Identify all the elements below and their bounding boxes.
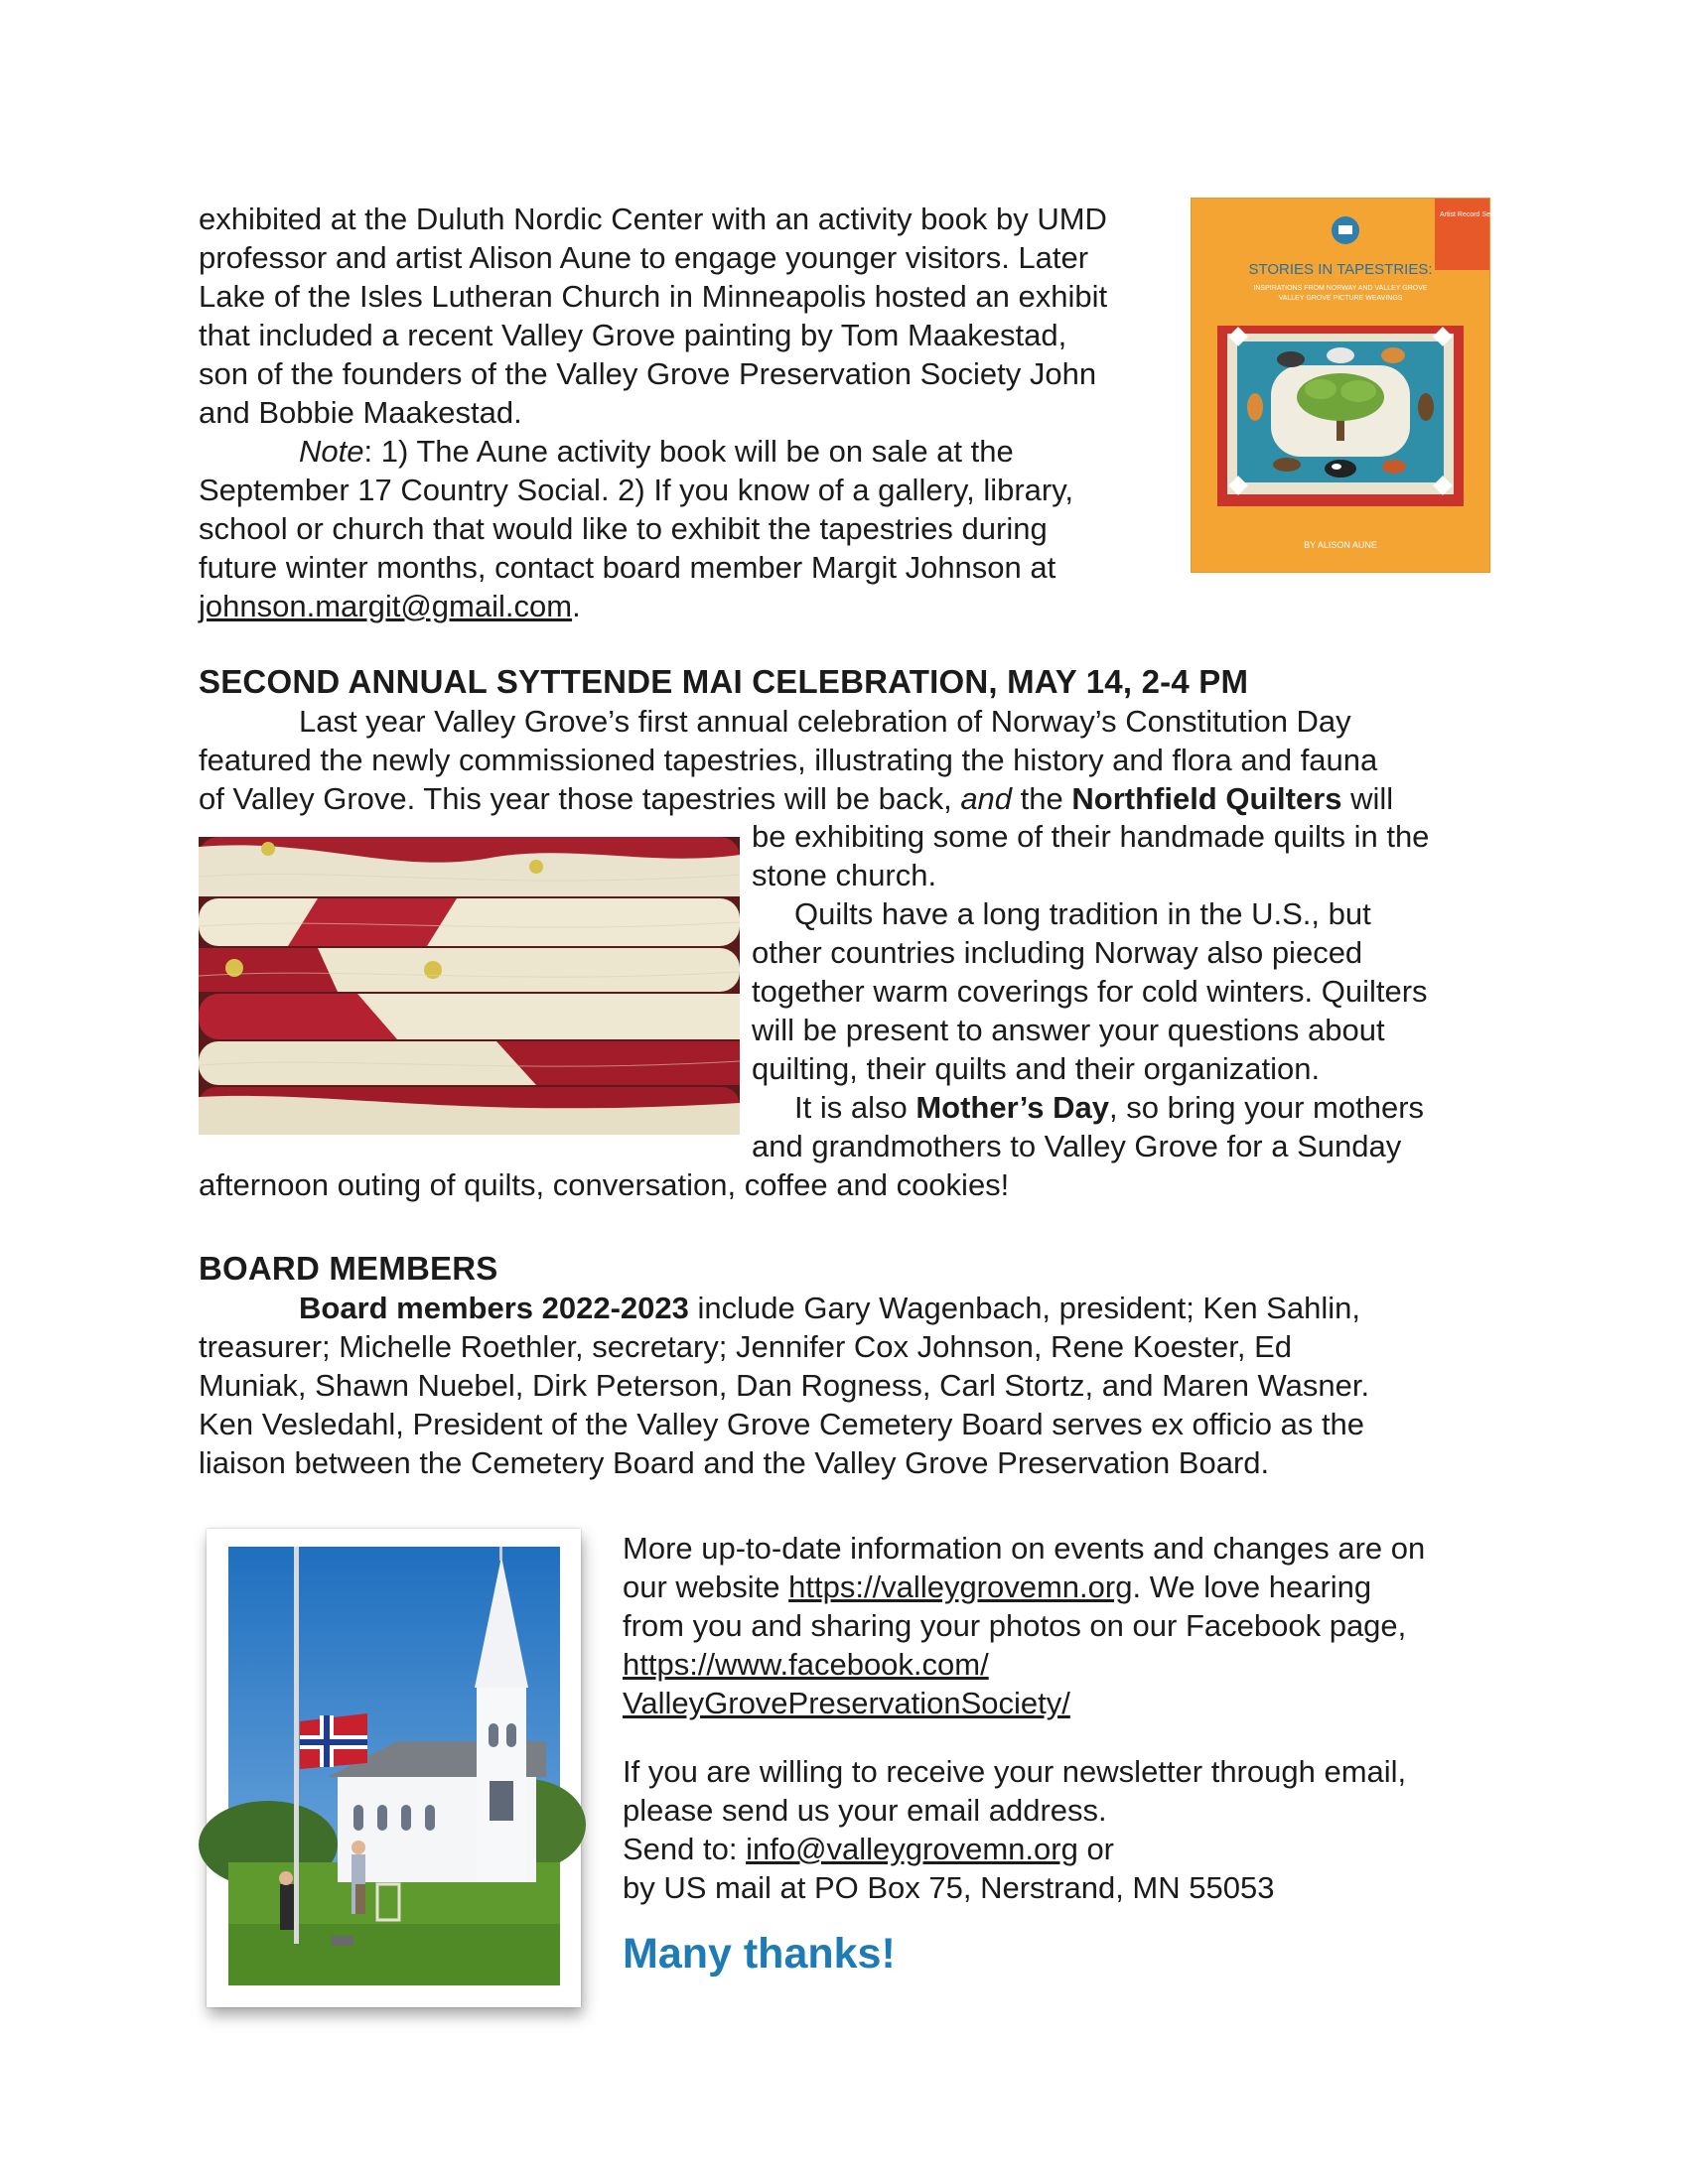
quilts-photo bbox=[199, 837, 740, 1135]
text-span: . We love hearing bbox=[1132, 1570, 1372, 1604]
church-photo bbox=[228, 1547, 560, 1985]
animal-icon bbox=[1327, 347, 1354, 363]
text-line: If you are willing to receive your newsletter through email, bbox=[623, 1754, 1407, 1789]
flagpole bbox=[294, 1547, 299, 1944]
text-line: September 17 Country Social. 2) If you know of a gallery, library, bbox=[199, 473, 1074, 507]
text-span: include Gary Wagenbach, president; Ken Sahlin, bbox=[688, 1291, 1360, 1325]
animal-icon bbox=[1382, 460, 1406, 474]
text-span: , so bring your mothers bbox=[1109, 1090, 1425, 1125]
text-line: and grandmothers to Valley Grove for a Sunday bbox=[752, 1129, 1402, 1163]
church-photo-frame bbox=[207, 1529, 581, 2007]
text-line: please send us your email address. bbox=[623, 1793, 1107, 1828]
many-thanks: Many thanks! bbox=[623, 1930, 896, 1978]
text-line: that included a recent Valley Grove painting by Tom Maakestad, bbox=[199, 318, 1067, 352]
email-line bbox=[199, 587, 1192, 625]
text-span: . bbox=[572, 589, 581, 623]
note-label: Note bbox=[299, 434, 364, 469]
text-line: afternoon outing of quilts, conversation, coffee and cookies! bbox=[199, 1167, 1010, 1202]
text-line: Quilts have a long tradition in the U.S., but bbox=[794, 896, 1371, 931]
quilters-text bbox=[752, 817, 1506, 1165]
mailing-address: by US mail at PO Box 75, Nerstrand, MN 55053 bbox=[623, 1870, 1275, 1905]
animal-icon bbox=[1325, 460, 1356, 478]
text-line: will be present to answer your questions about bbox=[752, 1013, 1385, 1047]
text-line: and Bobbie Maakestad. bbox=[199, 395, 522, 430]
text-line bbox=[199, 1289, 1499, 1327]
cover-subtitle-1: INSPIRATIONS FROM NORWAY AND VALLEY GROVE bbox=[1253, 285, 1428, 292]
tapestry-exhibit-text bbox=[199, 200, 1192, 625]
cover-author: BY ALISON AUNE bbox=[1304, 540, 1377, 550]
animal-icon bbox=[1247, 393, 1263, 421]
text-line: other countries including Norway also pieced bbox=[752, 935, 1363, 970]
text-line: More up-to-date information on events and changes are on bbox=[623, 1531, 1426, 1566]
board-intro: Board members 2022-2023 bbox=[299, 1291, 689, 1325]
syttende-mai-section bbox=[199, 662, 1499, 818]
text-line: Last year Valley Grove’s first annual celebration of Norway’s Constitution Day bbox=[299, 704, 1351, 739]
quilters-name: Northfield Quilters bbox=[1071, 781, 1342, 816]
animal-icon bbox=[1381, 347, 1405, 363]
facebook-link-line bbox=[623, 1645, 1496, 1684]
animal-icon bbox=[1418, 393, 1434, 421]
text-line: Ken Vesledahl, President of the Valley Grove Cemetery Board serves ex officio as the bbox=[199, 1407, 1365, 1441]
text-span: our website bbox=[623, 1570, 789, 1604]
website-link[interactable]: https://valleygrovemn.org bbox=[788, 1570, 1133, 1604]
facebook-link[interactable]: https://www.facebook.com/ bbox=[623, 1647, 989, 1682]
note-line bbox=[199, 432, 1192, 471]
text-span: : 1) The Aune activity book will be on sale at the bbox=[363, 434, 1014, 469]
mothers-day: Mother’s Day bbox=[915, 1090, 1109, 1125]
text-span: of Valley Grove. This year those tapestries will be back, bbox=[199, 781, 961, 816]
contact-section bbox=[623, 1529, 1496, 1979]
norway-flag-icon bbox=[300, 1713, 367, 1769]
facebook-link-line bbox=[623, 1684, 1496, 1722]
book-cover-image bbox=[1192, 199, 1502, 572]
text-span: and bbox=[960, 781, 1013, 816]
text-line: school or church that would like to exhibit the tapestries during bbox=[199, 511, 1048, 546]
text-line: professor and artist Alison Aune to engage younger visitors. Later bbox=[199, 240, 1089, 275]
animal-icon bbox=[1277, 351, 1305, 367]
cover-title: STORIES IN TAPESTRIES: bbox=[1248, 261, 1433, 278]
text-line: together warm coverings for cold winters. Quilters bbox=[752, 974, 1428, 1009]
text-span: or bbox=[1077, 1832, 1115, 1866]
section-heading: BOARD MEMBERS bbox=[199, 1250, 498, 1287]
text-line: from you and sharing your photos on our Facebook page, bbox=[623, 1608, 1407, 1643]
text-line bbox=[623, 1568, 1496, 1606]
text-line: quilting, their quilts and their organization. bbox=[752, 1051, 1321, 1086]
facebook-link-cont[interactable]: ValleyGrovePreservationSociety/ bbox=[623, 1686, 1070, 1720]
quilts-art bbox=[199, 837, 740, 1135]
text-line: future winter months, contact board member Margit Johnson at bbox=[199, 550, 1056, 585]
section-heading: SECOND ANNUAL SYTTENDE MAI CELEBRATION, MAY 14, 2-4 PM bbox=[199, 663, 1249, 700]
quilters-text-tail bbox=[199, 1165, 1489, 1204]
book-cover-art bbox=[1192, 199, 1502, 572]
series-banner bbox=[1435, 199, 1489, 270]
series-label: Artist Record Series bbox=[1440, 211, 1502, 218]
text-span: the bbox=[1012, 781, 1072, 816]
text-line: exhibited at the Duluth Nordic Center with an activity book by UMD bbox=[199, 202, 1107, 236]
text-span: Send to: bbox=[623, 1832, 747, 1866]
text-line: son of the founders of the Valley Grove Preservation Society John bbox=[199, 356, 1097, 391]
text-line: Muniak, Shawn Nuebel, Dirk Peterson, Dan Rogness, Carl Stortz, and Maren Wasner. bbox=[199, 1368, 1370, 1403]
text-line: Lake of the Isles Lutheran Church in Minneapolis hosted an exhibit bbox=[199, 279, 1108, 314]
text-line: stone church. bbox=[752, 858, 937, 892]
info-email-link[interactable]: info@valleygrovemn.org bbox=[746, 1832, 1078, 1866]
text-span: It is also bbox=[794, 1090, 916, 1125]
text-line bbox=[752, 1088, 1506, 1127]
animal-icon bbox=[1273, 458, 1301, 472]
text-line bbox=[623, 1830, 1496, 1868]
cover-subtitle-2: VALLEY GROVE PICTURE WEAVINGS bbox=[1278, 295, 1403, 302]
text-line: featured the newly commissioned tapestries, illustrating the history and flora and fauna bbox=[199, 743, 1378, 777]
text-line: be exhibiting some of their handmade quilts in the bbox=[752, 819, 1430, 854]
text-line bbox=[199, 779, 1499, 818]
board-members-section bbox=[199, 1249, 1499, 1482]
text-span: will bbox=[1341, 781, 1394, 816]
text-line: liaison between the Cemetery Board and the Valley Grove Preservation Board. bbox=[199, 1445, 1270, 1480]
margit-email-link[interactable]: johnson.margit@gmail.com bbox=[199, 589, 573, 623]
text-line: treasurer; Michelle Roethler, secretary; Jennifer Cox Johnson, Rene Koester, Ed bbox=[199, 1329, 1293, 1364]
